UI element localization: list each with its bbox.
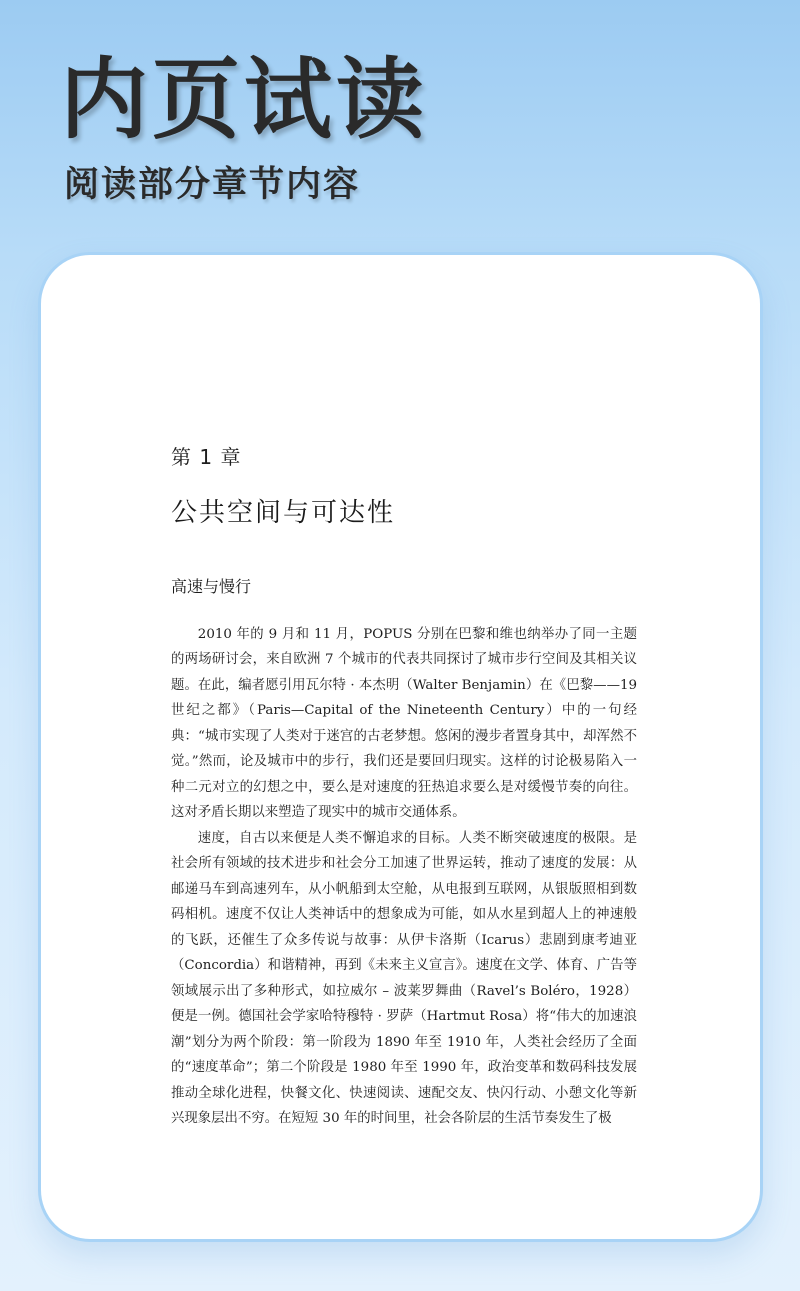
- body-paragraph-2: 速度，自古以来便是人类不懈追求的目标。人类不断突破速度的极限。是社会所有领域的技术进步和社会分工加速了世界运转，推动了速度的发展：从邮递马车到高速列车，从小帆船到太空舱，从电报到互联网，从银版照相到数码相机。速度不仅让人类神话中的想象成为可能，如从水星到超人上的神速般的飞跃，还催生了众多传说与故事：从伊卡洛斯（Icarus）悲剧到康考迪亚（Concordia）和谐精神，再到《未来主义宣言》。速度在文学、体育、广告等领域展示出了多种形式，如拉威尔 – 波莱罗舞曲（Ravel’s Boléro，1928）便是一例。德国社会学家哈特穆特 · 罗萨（Hartmut Rosa）将“伟大的加速浪潮”划分为两个阶段：第一阶段为 1890 年至 1910 年，人类社会经历了全面的“速度革命”；第二个阶段是 1980 年至 1990 年，政治变革和数码科技发展推动全球化进程，快餐文化、快速阅读、速配交友、快闪行动、小憩文化等新兴现象层出不穷。在短短 30 年的时间里，社会各阶层的生活节奏发生了极: [171, 830, 637, 1127]
- banner-subtitle: 阅读部分章节内容: [64, 165, 361, 205]
- book-page: [171, 445, 637, 1132]
- chapter-number: 第 1 章: [171, 445, 242, 469]
- banner-title: 内页试读: [60, 48, 429, 151]
- body-paragraph-1: 2010 年的 9 月和 11 月，POPUS 分别在巴黎和维也纳举办了同一主题的两场研讨会，来自欧洲 7 个城市的代表共同探讨了城市步行空间及其相关议题。在此，编者愿引用瓦尔特 · 本杰明（Walter Benjamin）在《巴黎——19 世纪之都》（Paris—Capital of the Nineteenth Century）中的一句经典：“城市实现了人类对于迷宫的古老梦想。悠闲的漫步者置身其中，却浑然不觉。”然而，论及城市中的步行，我们还是要回归现实。这样的讨论极易陷入一种二元对立的幻想之中，要么是对速度的狂热追求要么是对缓慢节奏的向往。这对矛盾长期以来塑造了现实中的城市交通体系。: [171, 626, 637, 821]
- preview-card: [38, 252, 763, 1242]
- section-title: 高速与慢行: [171, 576, 252, 596]
- chapter-title: 公共空间与可达性: [171, 498, 396, 528]
